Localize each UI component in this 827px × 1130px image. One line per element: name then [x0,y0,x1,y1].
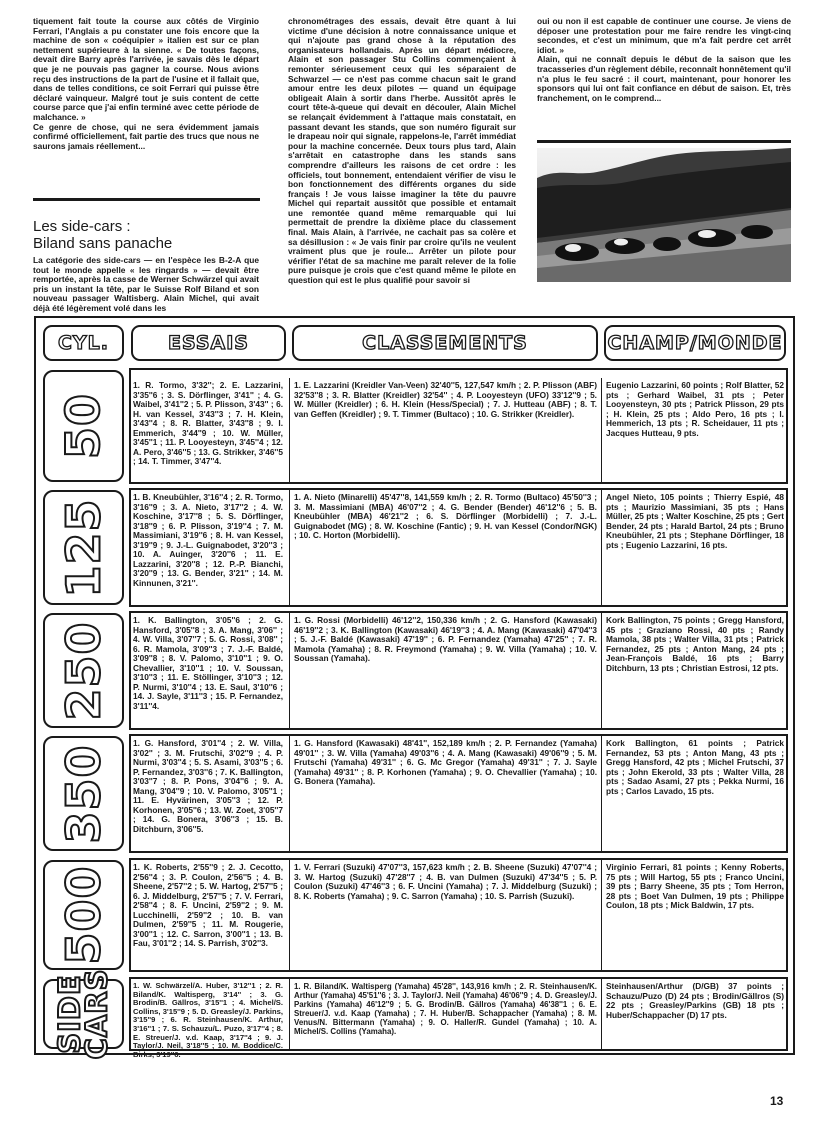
classements-cell: 1. R. Biland/K. Waltisperg (Yamaha) 45'28'', 143,916 km/h ; 2. R. Steinhausen/K. Arthur (Yamaha) 45'51''6 ; 3. J. Taylor/J. Neil (Yamaha) 46'06''9 ; 4. D. Greasley/J. Parkins (Yamaha) 46'12''9 ; 5. G. Brodin/B. Gällros (Yamaha) 46'38''1 ; 6. E. Streuer/J. v.d. Kaap (Yamaha) ; 7. H. Huber/B. Schappacher (Yamaha) ; 8. M. Venus/N. Bittermann (Yamaha) ; 9. O. Haller/R. Gundel (Yamaha) ; 10. A. Michel/S. Collins (Yamaha). [289,979,602,1049]
article-column-1 [33,17,259,151]
header-label: ESSAIS [168,332,249,354]
essais-cell: 1. K. Ballington, 3'05''6 ; 2. G. Hansford, 3'05''8 ; 3. A. Mang, 3'06'' ; 4. W. Villa, 3'07''7 ; 5. G. Rossi, 3'08'' ; 6. R. Mamola, 3'09''3 ; 7. J.-F. Baldé, 3'09''8 ; 8. V. Palomo, 3'10''1 ; 9. O. Chevallier, 3'10''1 ; 10. V. Soussan, 3'10''3 ; 11. E. Stöllinger, 3'10''3 ; 12. P. Nurmi, 3'10''4 ; 13. E. Saul, 3'10''6 ; 14. J. Sayle, 3'11''3 ; 15. P. Fernandez, 3'11''4. [133,615,283,711]
class-badge-500 [43,860,124,970]
classements-cell: 1. G. Rossi (Morbidelli) 46'12''2, 150,336 km/h ; 2. G. Hansford (Kawasaki) 46'19''2 ; 3. K. Ballington (Kawasaki) 46'19''3 ; 4. A. Mang (Kawasaki) 47'04''3 ; 5. J.-F. Baldé (Kawasaki) 47'19'' ; 6. P. Fernandez (Yamaha) 47'25'' ; 7. R. Mamola (Yamaha) ; 8. R. Freymond (Yamaha) ; 9. W. Villa (Yamaha) ; 10. V. Soussan (Yamaha). [289,613,602,728]
class-label: 125 [56,497,111,598]
class-label: 250 [56,620,111,721]
essais-cell: 1. W. Schwärzel/A. Huber, 3'12''1 ; 2. R. Biland/K. Waltisperg, 3'14'' ; 3. G. Brodin/B. Gällros, 3'15''1 ; 4. Michel/S. Collins, 3'15''9 ; 5. D. Greasley/J. Parkins, 3'15''9 ; 6. R. Steinhausen/K. Arthur, 3'16''1 ; 7. S. Schauzu/L. Puzo, 3'17''4 ; 8. E. Streuer/J. v.d. Kaap, 3'17''4 ; 9. J. Taylor/J. Neil, 3'18''5 ; 10. M. Boddice/C. Birks, 3'19''6. [133,981,283,1059]
essais-cell: 1. K. Roberts, 2'55''9 ; 2. J. Cecotto, 2'56''4 ; 3. P. Coulon, 2'56''5 ; 4. B. Sheene, 2'57''2 ; 5. W. Hartog, 2'57''5 ; 6. J. Middelburg, 2'57''5 ; 7. V. Ferrari, 2'58''4 ; 8. F. Uncini, 2'59''2 ; 9. M. Lucchinelli, 2'59''2 ; 10. B. van Dulmen, 2'59''5 ; 11. M. Rougerie, 3'00''1 ; 12. C. Sarron, 3'00''1 ; 13. B. Fau, 3'01''2 ; 14. S. Parrish, 3'02''3. [133,862,283,948]
article-column-3 [537,17,791,103]
class-label: 350 [56,743,111,844]
classements-cell: 1. G. Hansford (Kawasaki) 48'41'', 152,189 km/h ; 2. P. Fernandez (Yamaha) 49'01'' ; 3. W. Villa (Yamaha) 49'03''6 ; 4. A. Mang (Kawasaki) 49'06''9 ; 5. M. Frutschi (Yamaha) 49'31'' ; 6. G. Mc Gregor (Yamaha) 49'31'' ; 7. J. Sayle (Yamaha) 49'31'' ; 8. P. Korhonen (Yamaha) ; 9. O. Chevallier (Yamaha) ; 10. G. Bonera (Yamaha). [289,736,602,851]
article-column-2 [288,17,516,286]
header-cyl [43,325,124,361]
page-number: 13 [770,1094,784,1108]
classements-cell: 1. V. Ferrari (Suzuki) 47'07''3, 157,623 km/h ; 2. B. Sheene (Suzuki) 47'07''4 ; 3. W. Hartog (Suzuki) 47'28''7 ; 4. B. van Dulmen (Suzuki) 47'34''5 ; 5. P. Coulon (Suzuki) 47'46''3 ; 6. F. Uncini (Yamaha) ; 7. J. Middelburg (Suzuki) ; 8. K. Roberts (Yamaha) ; 9. C. Sarron (Yamaha) ; 10. S. Parrish (Suzuki). [289,860,602,970]
class-badge-350 [43,736,124,851]
classements-cell: 1. A. Nieto (Minarelli) 45'47''8, 141,559 km/h ; 2. R. Tormo (Bultaco) 45'50''3 ; 3. M. Massimiani (MBA) 46'07''2 ; 4. G. Bender (Bender) 46'12''6 ; 5. B. Kneubühler (MBA) 46'21''2 ; 6. S. Dörflinger (Morbidelli) ; 7. J.-L. Guignabodet (MG) ; 8. W. Koschine (Fantic) ; 9. H. van Kessel (Condor/NGK) ; 10. C. Horton (Morbidelli). [289,490,602,605]
section-heading: Les side-cars : Biland sans panache [33,218,173,252]
class-badge-250 [43,613,124,728]
essais-cell: 1. R. Tormo, 3'32''; 2. E. Lazzarini, 3'35''6 ; 3. S. Dörflinger, 3'41'' ; 4. G. Waibel, 3'41''2 ; 5. P. Plisson, 3'43'' ; 6. H. van Kessel, 3'43''3 ; 7. H. Klein, 3'43''4 ; 8. R. Blatter, 3'43''8 ; 9. I. Emmerich, 3'44''9 ; 10. W. Müller, 3'45''1 ; 11. P. Looyesteyn, 3'45''4 ; 12. A. Pero, 3'46''5 ; 13. G. Strikker, 3'46''5 ; 14. T. Timmer, 3'47''4. [133,380,283,466]
champ-monde-cell: Kork Ballington, 61 points ; Patrick Fernandez, 53 pts ; Anton Mang, 43 pts ; Gregg Hansford, 42 pts ; Michel Frutschi, 37 pts ; John Ekerold, 33 pts ; Walter Villa, 28 pts ; Sadao Asami, 27 pts ; Pekka Nurmi, 16 pts ; Carlos Lavado, 15 pts. [606,738,784,796]
essais-cell: 1. B. Kneubühler, 3'16''4 ; 2. R. Tormo, 3'16''9 ; 3. A. Nieto, 3'17''2 ; 4. W. Koschine, 3'17''8 ; 5. S. Dörflinger, 3'18''9 ; 6. P. Plisson, 3'19''4 ; 7. M. Massimiani, 3'19''6 ; 8. H. van Kessel, 3'19''9 ; 9. J.-L. Guignabodet, 3'20''3 ; 10. A. Auinger, 3'20''6 ; 11. E. Lazzarini, 3'20''8 ; 12. P.-P. Bianchi, 3'20''9 ; 13. G. Bender, 3'21'' ; 14. M. Kinnunen, 3'21''. [133,492,283,588]
header-label: CHAMP/MONDE [607,332,783,354]
classements-cell: 1. E. Lazzarini (Kreidler Van-Veen) 32'40''5, 127,547 km/h ; 2. P. Plisson (ABF) 32'53''8 ; 3. R. Blatter (Kreidler) 32'54'' ; 4. P. Looyesteyn (UFO) 33'12''9 ; 5. W. Müller (Kreidler) ; 6. H. Klein (Hess/Special) ; 7. J. Hutteau (ABF) ; 8. T. van Geffen (Kreidler) ; 9. T. Timmer (Bultaco) ; 10. G. Strikker (Kreidler). [289,378,602,482]
article-text: La catégorie des side-cars — en l'espèce les B-2-A que tout le monde appelle « les ringards » — devait être remportée, après la casse de Werner Schwärzel qui avait pris un instant la tête, par le Suisse Rolf Biland et son nouveau passager Waltisberg. Alain Michel, qui avait déjà été légèrement volé dans les [33,255,259,313]
class-label: 50 [56,392,111,460]
class-label: SIDE CARS [52,968,114,1060]
article-text: oui ou non il est capable de continuer une course. Je viens de déposer une protestation pour me faire rendre les vingt-cinq secondes, et c'est un minimum, que m'a fait perdre cet arrêt idiot. » Alain, qui ne connaît depuis le début de la saison que les tracasseries d'un règlement débile, reconnaît honnêtement qu'il n'a plus le feu sacré : il court, maintenant, pour honorer les sponsors qui lui ont fait confiance en début de saison. Et, très franchement, on le comprend... [537,16,791,103]
race-photo [537,148,791,282]
class-badge-125 [43,490,124,605]
section-rule [33,198,260,201]
header-essais [131,325,286,361]
champ-monde-cell: Angel Nieto, 105 points ; Thierry Espié, 48 pts ; Maurizio Massimiani, 35 pts ; Hans Müller, 25 pts ; Walter Koschine, 25 pts ; Gert Bender, 24 pts ; Harald Bartol, 24 pts ; Bruno Kneubühler, 21 pts ; Stephane Dörflinger, 18 pts ; Eugenio Lazzarini, 16 pts. [606,492,784,550]
header-label: CLASSEMENTS [362,332,528,354]
header-classements [292,325,598,361]
class-label: 500 [56,865,111,965]
section-rule [537,140,791,143]
champ-monde-cell: Eugenio Lazzarini, 60 points ; Rolf Blatter, 52 pts ; Gerhard Waibel, 31 pts ; Peter Looyensteyn, 30 pts ; Patrick Plisson, 29 pts ; H. Klein, 25 pts ; Aldo Pero, 16 pts ; I. Hemmerich, 13 pts ; R. Scheidauer, 11 pts ; Jacques Hutteau, 9 pts. [606,380,784,438]
essais-cell: 1. G. Hansford, 3'01''4 ; 2. W. Villa, 3'02'' ; 3. M. Frutschi, 3'02''9 ; 4. P. Nurmi, 3'03''4 ; 5. S. Asami, 3'03''5 ; 6. P. Fernandez, 3'03''6 ; 7. K. Ballington, 3'03''7 ; 8. P. Pons, 3'04''6 ; 9. A. Mang, 3'04''9 ; 10. V. Palomo, 3'05''1 ; 11. E. Hyvärinen, 3'05''3 ; 12. P. Korhonen, 3'05''6 ; 13. W. Zoet, 3'05''7 ; 14. G. Bonera, 3'06''3 ; 15. B. Ditchburn, 3'06''5. [133,738,283,834]
article-text: chronométrages des essais, devait être quant à lui victime d'une décision à notre connaissance unique et qui n'ajoute pas grand chose à la réputation des organisateurs hollandais. Après un départ médiocre, Alain et son passager Stu Collins commençaient à remonter sérieusement ceux qui les séparaient de Schwarzel — ce n'est pas comme chacun sait le grand amour entre les deux pilotes — quand un équipage obligeait Alain à sortir dans l'herbe. Aussitôt après le court tête-à-queue qui devait en découler, Alain Michel se relançait évidemment à l'attaque mais constatait, en passant devant les stands, que son numéro figurait sur le drapeau noir qui signale, rappelons-le, l'arrêt immédiat pour la machine concernée. Deux tours plus tard, Alain s'arrêtait en catastrophe dans les stands sans comprendre d'ailleurs les raisons de cet ordre : les officiels, tout bonnement, entendaient vérifier de visu le bon fonctionnement des différents organes du side français ! Je vous laisse imaginer la tête du pauvre Michel qui repartait aussitôt que possible et entamait une remontée quand même remarquable qui lui permettait de prendre la dixième place du classement final. Mais Alain, à l'arrivée, ne cachait pas sa colère et sa désillusion : « Je vais finir par croire qu'ils ne veulent vraiment plus que je roule... Arrêter un pilote pour vérifier l'état de sa machine me paraît relever de la folie pure puisque je crois que c'est quand même le pilote en question qui est le plus qualifié pour savoir si [288,16,516,286]
header-champ-monde [604,325,786,361]
class-badge-side-cars [43,968,124,1060]
article-text: tiquement fait toute la course aux côtés de Virginio Ferrari, l'Anglais a pu constater une fois encore que la machine de son « coéquipier » italien est sur ce plan nettement supérieure à la sienne. « De toutes façons, devait dire Barry après l'arrivée, je savais dès le départ que je ne pouvais pas gagner la course. Nous avions reçu des instructions de la part de l'usine et il fallait que, dans de telles conditions, ce soit Ferrari qui puisse être déclaré vainqueur. Malgré tout je suis content de cette course parce que j'ai enfin terminé avec cette période de malchance. » Ce genre de chose, qui ne sera évidemment jamais confirmé officiellement, fait partie des trucs que nous ne saurons jamais réellement... [33,16,259,151]
results-table [34,316,795,1060]
champ-monde-cell: Steinhausen/Arthur (D/GB) 37 points ; Schauzu/Puzo (D) 24 pts ; Brodin/Gällros (S) 22 pts ; Greasley/Parkins (GB) 18 pts ; Huber/Schappacher (D) 17 pts. [606,981,784,1020]
header-label: CYL. [57,332,110,354]
champ-monde-cell: Virginio Ferrari, 81 points ; Kenny Roberts, 75 pts ; Will Hartog, 55 pts ; Franco Uncini, 39 pts ; Barry Sheene, 35 pts ; Tom Herron, 28 pts ; Boet Van Dulmen, 19 pts ; Philippe Coulon, 18 pts ; Mick Baldwin, 17 pts. [606,862,784,910]
champ-monde-cell: Kork Ballington, 75 points ; Gregg Hansford, 45 pts ; Graziano Rossi, 40 pts ; Randy Mamola, 38 pts ; Walter Villa, 31 pts ; Patrick Fernandez, 25 pts ; Anton Mang, 24 pts ; Jean-François Baldé, 16 pts ; Barry Ditchburn, 13 pts ; Christian Estrosi, 12 pts. [606,615,784,673]
class-badge-50 [43,370,124,482]
article-column-1b [33,256,259,314]
